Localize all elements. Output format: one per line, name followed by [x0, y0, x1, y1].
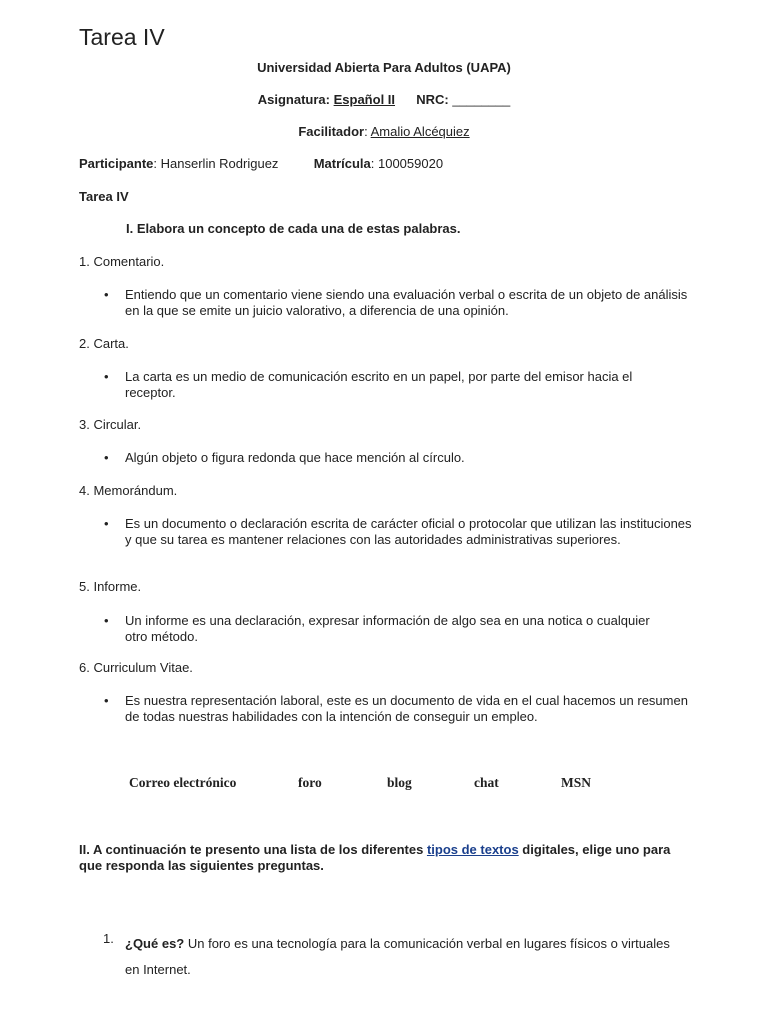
bullet-icon: •: [104, 287, 109, 302]
list-item: [104, 287, 704, 319]
matricula-label: Matrícula: [313, 156, 371, 171]
list-item: [104, 369, 684, 401]
text-type-blog: blog: [387, 775, 412, 790]
document-title: Tarea IV: [79, 24, 165, 50]
section2-heading: [79, 842, 679, 874]
participant-value: : Hanserlin Rodriguez: [153, 156, 279, 171]
item-heading: 4. Memorándum.: [79, 483, 178, 498]
subtitle: Tarea IV: [79, 189, 129, 204]
bullet-icon: •: [104, 369, 109, 384]
item-text: Entiendo que un comentario viene siendo una evaluación verbal o escrita de un objeto de análisis en la que se emite un juicio valorativo, a diferencia de una opinión.: [125, 287, 688, 318]
bullet-icon: •: [104, 613, 109, 628]
item-heading: 2. Carta.: [79, 336, 129, 351]
item-heading: 5. Informe.: [79, 579, 142, 594]
participant-label: Participante: [79, 156, 154, 171]
question-answer: [125, 931, 685, 983]
facilitator-line: Facilitador: Amalio Alcéquiez: [298, 124, 470, 139]
item-heading: 3. Circular.: [79, 417, 142, 432]
list-item: [104, 450, 704, 466]
question-label: ¿Qué es?: [125, 936, 185, 951]
item-text: Algún objeto o figura redonda que hace mención al círculo.: [125, 450, 465, 465]
facilitator-label: Facilitador: [298, 124, 365, 139]
text-types-link[interactable]: tipos de textos: [426, 842, 519, 857]
participant-line: [79, 156, 443, 171]
item-text: La carta es un medio de comunicación escrito en un papel, por parte del emisor hacia el receptor.: [125, 369, 633, 400]
facilitator-value: Amalio Alcéquiez: [370, 124, 470, 139]
answer-text: Un foro es una tecnología para la comunicación verbal en lugares físicos o virtuales en Internet.: [125, 936, 670, 977]
bullet-icon: •: [104, 693, 109, 708]
text-type-forum: foro: [298, 775, 322, 790]
subject-value: Español II: [333, 92, 396, 107]
university-name: Universidad Abierta Para Adultos (UAPA): [257, 60, 511, 75]
question-number: 1.: [103, 931, 114, 946]
subject-label: Asignatura:: [257, 92, 330, 107]
nrc-value: ________: [452, 92, 511, 107]
matricula-value: : 100059020: [370, 156, 444, 171]
nrc-label: NRC:: [416, 92, 449, 107]
item-text: Es nuestra representación laboral, este es un documento de vida en el cual hacemos un resumen de todas nuestras habilidades con la intención de conseguir un empleo.: [125, 693, 688, 724]
list-item: [104, 693, 694, 725]
bullet-icon: •: [104, 450, 109, 465]
section2-text: digitales, elige uno para que responda las siguientes preguntas.: [79, 842, 671, 873]
item-heading: 1. Comentario.: [79, 254, 165, 269]
text-type-msn: MSN: [561, 775, 591, 790]
item-heading: 6. Curriculum Vitae.: [79, 660, 193, 675]
subject-line: [0, 92, 768, 107]
text-type-email: Correo electrónico: [129, 775, 237, 790]
list-item: [104, 516, 694, 548]
section2-text: II. A continuación te presento una lista de los diferentes: [79, 842, 427, 857]
list-item: [104, 613, 664, 645]
text-type-chat: chat: [474, 775, 499, 790]
section1-heading: I. Elabora un concepto de cada una de estas palabras.: [126, 221, 461, 236]
item-text: Un informe es una declaración, expresar información de algo sea en una notica o cualquier otro método.: [125, 613, 650, 644]
bullet-icon: •: [104, 516, 109, 531]
item-text: Es un documento o declaración escrita de carácter oficial o protocolar que utilizan las instituciones y que su tarea es mantener relaciones con las autoridades administrativas superiores.: [125, 516, 692, 547]
